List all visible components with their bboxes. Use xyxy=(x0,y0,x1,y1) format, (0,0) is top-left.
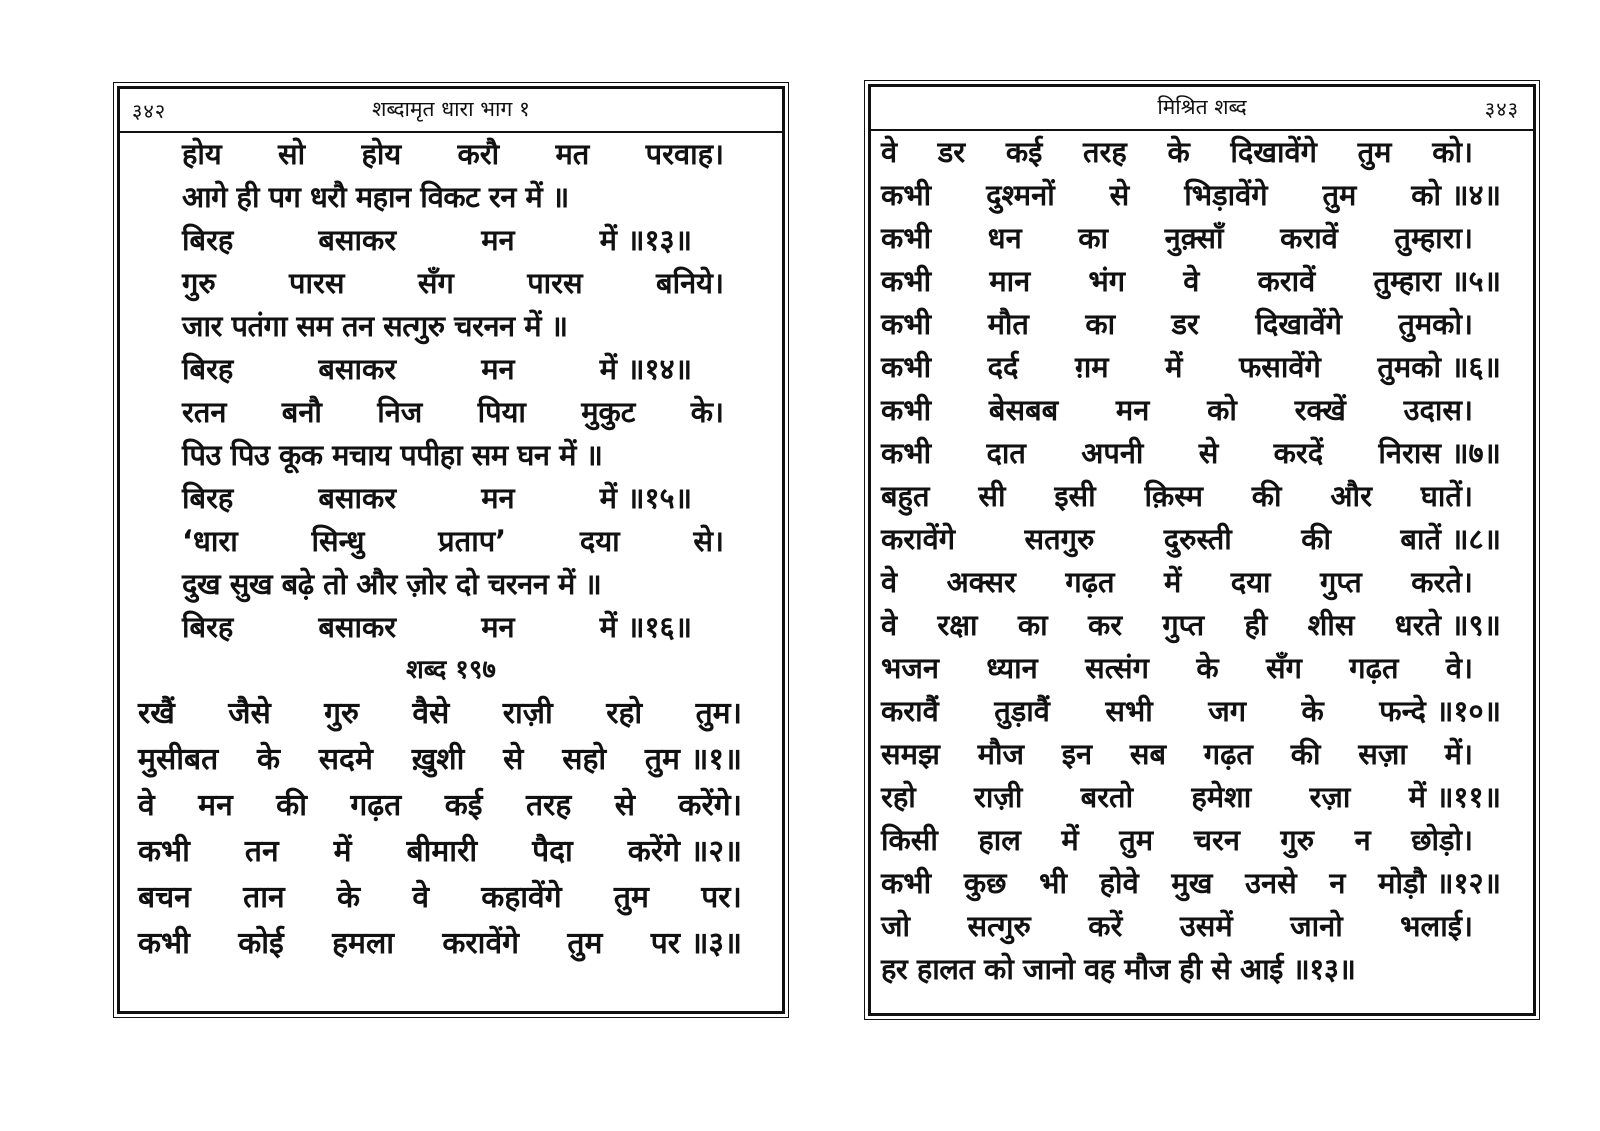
text-line xyxy=(871,862,1533,905)
word: नुक़्साँ xyxy=(1164,221,1224,255)
word: के। xyxy=(690,395,724,429)
word: में ॥१६॥ xyxy=(599,610,692,644)
word: भिड़ावेंगे xyxy=(1184,178,1268,212)
word: करते। xyxy=(1411,565,1473,599)
word: से xyxy=(503,742,524,777)
word: करेंगे ॥२॥ xyxy=(627,834,742,869)
word: रहो xyxy=(881,780,916,814)
word: में ॥१३॥ xyxy=(599,223,692,257)
text-line xyxy=(871,776,1533,819)
text-line xyxy=(120,606,782,649)
word: जग xyxy=(1208,694,1247,728)
text-line xyxy=(120,219,782,262)
word: डर xyxy=(1171,307,1199,341)
word: में ॥१४॥ xyxy=(599,352,692,386)
word: के xyxy=(1301,694,1324,728)
word: दुरुस्ती xyxy=(1163,522,1232,556)
word: कई xyxy=(1005,135,1043,169)
word: को xyxy=(1207,393,1237,427)
word: होवे xyxy=(1099,866,1139,900)
word: तुमको ॥६॥ xyxy=(1377,350,1501,384)
text-line xyxy=(871,905,1533,948)
word: बनौ xyxy=(281,395,322,429)
word: तुम्हारा। xyxy=(1394,221,1473,255)
word: बसाकर xyxy=(318,352,397,386)
word: कभी xyxy=(138,834,190,869)
word: निरास ॥७॥ xyxy=(1378,436,1501,470)
word: हमेशा xyxy=(1191,780,1252,814)
page-number: ३४३ xyxy=(1484,97,1519,121)
text-line xyxy=(871,690,1533,733)
word: सँग xyxy=(1265,651,1302,685)
word: पैदा xyxy=(532,834,573,869)
text-line xyxy=(120,348,782,391)
word: अक्सर xyxy=(946,565,1016,599)
text-line xyxy=(120,691,782,737)
word: कभी xyxy=(881,178,932,212)
word: कभी xyxy=(881,393,932,427)
word: भलाई। xyxy=(1400,909,1473,943)
word: रखैं xyxy=(138,696,175,731)
word: सब xyxy=(1129,737,1167,771)
word: उसमें xyxy=(1179,909,1233,943)
word: कभी xyxy=(881,307,932,341)
word: बसाकर xyxy=(318,481,397,515)
word: तुम xyxy=(613,880,649,915)
running-title: मिश्रित शब्द xyxy=(1157,95,1247,119)
text-line xyxy=(120,133,782,176)
word: मोड़ौ ॥१२॥ xyxy=(1378,866,1501,900)
word: तुम xyxy=(1322,178,1357,212)
word: तुम। xyxy=(695,696,742,731)
word: कहावेंगे xyxy=(481,880,562,915)
word: घातें। xyxy=(1420,479,1473,513)
text-line xyxy=(120,829,782,875)
word: ख़ुशी xyxy=(411,742,465,777)
word: बातें ॥८॥ xyxy=(1400,522,1501,556)
word: आगे ही पग धरौ महान विकट रन में ॥ xyxy=(182,180,569,214)
word: तुम xyxy=(1357,135,1392,169)
word: वे xyxy=(1183,264,1200,298)
word: तरह xyxy=(1083,135,1127,169)
word: न xyxy=(1354,823,1371,857)
word: सत्गुरु xyxy=(967,909,1031,943)
word: दिखावेंगे xyxy=(1255,307,1342,341)
word: छोड़ो। xyxy=(1411,823,1473,857)
word: करें xyxy=(1088,909,1123,943)
word: दात xyxy=(986,436,1026,470)
text-line xyxy=(871,346,1533,389)
word: करेंगे। xyxy=(678,788,742,823)
text-line xyxy=(871,647,1533,690)
word: सिन्धु xyxy=(311,524,365,558)
left-page xyxy=(117,86,785,1014)
word: बनिये। xyxy=(656,266,724,300)
word: गुरु xyxy=(1280,823,1315,857)
word: तुम्हारा ॥५॥ xyxy=(1373,264,1501,298)
word: कुछ xyxy=(963,866,1007,900)
word: सत्संग xyxy=(1085,651,1149,685)
word: वे xyxy=(881,608,898,642)
word: गुरु xyxy=(182,266,216,300)
word: की xyxy=(276,788,307,823)
word: पिया xyxy=(477,395,526,429)
word: होय xyxy=(361,137,402,171)
word: में ॥११॥ xyxy=(1408,780,1501,814)
word: वे। xyxy=(1445,651,1473,685)
text-line xyxy=(120,737,782,783)
word: वैसे xyxy=(412,696,450,731)
word: मन xyxy=(1115,393,1150,427)
text-line xyxy=(120,477,782,520)
word: में xyxy=(1163,565,1182,599)
word: के xyxy=(1196,651,1219,685)
word: गढ़त xyxy=(1065,565,1115,599)
word: अपनी xyxy=(1081,436,1144,470)
word: का xyxy=(1078,221,1109,255)
word: सभी xyxy=(1105,694,1153,728)
word: पर ॥३॥ xyxy=(650,926,742,961)
word: सतगुरु xyxy=(1024,522,1095,556)
word: ‘धारा xyxy=(182,524,238,558)
text-line xyxy=(120,783,782,829)
word: हर हालत को जानो वह मौज ही से आई ॥१३॥ xyxy=(881,952,1356,986)
word: रक्षा xyxy=(937,608,978,642)
word: से xyxy=(1198,436,1219,470)
word: रहो xyxy=(606,696,643,731)
word: न xyxy=(1329,866,1346,900)
word: कभी xyxy=(881,866,932,900)
word: मुख xyxy=(1171,866,1213,900)
word: बरतो xyxy=(1080,780,1134,814)
text-line xyxy=(871,174,1533,217)
text-line xyxy=(871,475,1533,518)
word: सहो xyxy=(562,742,607,777)
word: करावेंगे xyxy=(442,926,520,961)
word: डर xyxy=(937,135,966,169)
text-line xyxy=(871,518,1533,561)
word: हमला xyxy=(332,926,395,961)
text-line xyxy=(871,604,1533,647)
word: से। xyxy=(693,524,724,558)
word: मन xyxy=(481,352,515,386)
word: ध्यान xyxy=(986,651,1038,685)
word: की xyxy=(1301,522,1332,556)
word: होय xyxy=(182,137,222,171)
word: फसावेंगे xyxy=(1238,350,1321,384)
text-line xyxy=(120,176,782,219)
text-line xyxy=(120,391,782,434)
word: में। xyxy=(1444,737,1473,771)
word: तुमको। xyxy=(1398,307,1473,341)
text-line xyxy=(871,303,1533,346)
word: की xyxy=(1290,737,1321,771)
word: के xyxy=(336,880,361,915)
text-line xyxy=(871,733,1533,776)
word: कर xyxy=(1087,608,1123,642)
word: परवाह। xyxy=(645,137,724,171)
text-line xyxy=(120,305,782,348)
word: ही xyxy=(1244,608,1268,642)
word: से xyxy=(614,788,635,823)
word: बचन xyxy=(138,880,191,915)
text-line xyxy=(871,389,1533,432)
word: शीस xyxy=(1307,608,1355,642)
right-page-header xyxy=(871,87,1533,131)
word: में xyxy=(333,834,352,869)
text-line xyxy=(871,131,1533,174)
word: करावैं xyxy=(881,694,939,728)
word: बसाकर xyxy=(318,610,397,644)
word: गुरु xyxy=(324,696,359,731)
word: और xyxy=(1330,479,1372,513)
word: बेसबब xyxy=(988,393,1059,427)
word: कभी xyxy=(881,350,932,384)
text-line xyxy=(120,262,782,305)
text-line xyxy=(120,875,782,921)
word: करावेंगे xyxy=(881,522,956,556)
word: सो xyxy=(278,137,306,171)
word: तान xyxy=(243,880,285,915)
word: गुप्त xyxy=(1162,608,1205,642)
word: कई xyxy=(444,788,483,823)
text-line xyxy=(871,260,1533,303)
word: सदमे xyxy=(318,742,373,777)
word: कभी xyxy=(138,926,190,961)
word: बिरह xyxy=(182,610,234,644)
word: तुम xyxy=(567,926,603,961)
word: कभी xyxy=(881,221,932,255)
text-line xyxy=(120,520,782,563)
word: दिखावेंगे xyxy=(1230,135,1317,169)
left-page-header xyxy=(120,89,782,133)
word: जानो xyxy=(1290,909,1343,943)
text-line xyxy=(120,921,782,967)
word: गढ़त xyxy=(1349,651,1399,685)
word: वे xyxy=(881,565,898,599)
word: में ॥१५॥ xyxy=(599,481,692,515)
word: तरह xyxy=(525,788,572,823)
word: फन्दे ॥१०॥ xyxy=(1379,694,1501,728)
text-line xyxy=(871,561,1533,604)
left-page-text xyxy=(120,133,782,967)
text-line xyxy=(871,432,1533,475)
word: सँग xyxy=(417,266,454,300)
word: भी xyxy=(1039,866,1067,900)
word: उदास। xyxy=(1403,393,1473,427)
word: करदें xyxy=(1273,436,1324,470)
running-title: शब्दामृत धारा भाग १ xyxy=(372,97,530,121)
text-line xyxy=(871,217,1533,260)
word: मन xyxy=(481,610,515,644)
word: कभी xyxy=(881,436,932,470)
word: पारस xyxy=(527,266,583,300)
word: चरन xyxy=(1193,823,1240,857)
word: में xyxy=(1165,350,1183,384)
word: मन xyxy=(481,481,515,515)
word: दर्द xyxy=(987,350,1019,384)
word: वे xyxy=(881,135,898,169)
word: धन xyxy=(987,221,1022,255)
word: निज xyxy=(377,395,423,429)
word: के xyxy=(256,742,281,777)
word: हाल xyxy=(978,823,1021,857)
word: ग़म xyxy=(1074,350,1109,384)
word: बिरह xyxy=(182,352,234,386)
word: से xyxy=(1109,178,1130,212)
word: में xyxy=(1061,823,1079,857)
word: तन xyxy=(244,834,279,869)
word: गुप्त xyxy=(1320,565,1362,599)
word: जैसे xyxy=(228,696,271,731)
word: किसी xyxy=(881,823,938,857)
section-heading: शब्द १९७ xyxy=(406,655,496,685)
word: करौ xyxy=(457,137,500,171)
word: बिरह xyxy=(182,481,234,515)
word: तुम ॥१॥ xyxy=(644,742,742,777)
word: गढ़त xyxy=(1203,737,1253,771)
text-line xyxy=(871,819,1533,862)
word: धरते ॥९॥ xyxy=(1394,608,1501,642)
word: बहुत xyxy=(881,479,930,513)
word: समझ xyxy=(881,737,940,771)
word: की xyxy=(1251,479,1282,513)
word: रक्खें xyxy=(1294,393,1346,427)
word: राज़ी xyxy=(974,780,1023,814)
word: तुम xyxy=(1119,823,1154,857)
word: वे xyxy=(138,788,155,823)
word: भंग xyxy=(1088,264,1126,298)
word: इन xyxy=(1061,737,1093,771)
word: वे xyxy=(412,880,429,915)
word: मुसीबत xyxy=(138,742,219,777)
word: मौत xyxy=(987,307,1029,341)
word: दया xyxy=(1230,565,1271,599)
word: भजन xyxy=(881,651,940,685)
right-page xyxy=(868,84,1536,1016)
word: तुड़ावैं xyxy=(994,694,1050,728)
word: सी xyxy=(978,479,1006,513)
word: करावें xyxy=(1280,221,1338,255)
word: दुश्मनों xyxy=(986,178,1055,212)
right-page-text xyxy=(871,131,1533,991)
word: रज़ा xyxy=(1309,780,1351,814)
word: बिरह xyxy=(182,223,234,257)
word: क़िस्म xyxy=(1144,479,1203,513)
word: प्रताप’ xyxy=(438,524,507,558)
word: गढ़त xyxy=(350,788,402,823)
word: मन xyxy=(481,223,515,257)
word: बसाकर xyxy=(318,223,397,257)
word: के xyxy=(1167,135,1190,169)
text-line xyxy=(871,948,1533,991)
word: को ॥४॥ xyxy=(1411,178,1501,212)
page-number: ३४२ xyxy=(132,99,167,123)
word: सज़ा xyxy=(1358,737,1407,771)
word: पारस xyxy=(289,266,345,300)
word: जार पतंगा सम तन सत्गुरु चरनन में ॥ xyxy=(182,309,568,343)
word: जो xyxy=(881,909,911,943)
word: दुख सुख बढ़े तो और ज़ोर दो चरनन में ॥ xyxy=(182,567,602,601)
word: दया xyxy=(579,524,620,558)
word: को। xyxy=(1432,135,1473,169)
text-line xyxy=(120,563,782,606)
text-line xyxy=(120,434,782,477)
word: रतन xyxy=(182,395,227,429)
word: बीमारी xyxy=(406,834,478,869)
word: पिउ पिउ कूक मचाय पपीहा सम घन में ॥ xyxy=(182,438,603,472)
word: मौज xyxy=(977,737,1024,771)
word: मान xyxy=(989,264,1031,298)
word: का xyxy=(1017,608,1048,642)
word: पर। xyxy=(701,880,742,915)
word: इसी xyxy=(1054,479,1096,513)
word: मुकुट xyxy=(581,395,636,429)
word: का xyxy=(1085,307,1116,341)
word: कभी xyxy=(881,264,932,298)
word: करावें xyxy=(1257,264,1316,298)
word: कोई xyxy=(238,926,284,961)
word: राज़ी xyxy=(502,696,553,731)
word: उनसे xyxy=(1245,866,1297,900)
word: मन xyxy=(198,788,233,823)
word: मत xyxy=(555,137,590,171)
